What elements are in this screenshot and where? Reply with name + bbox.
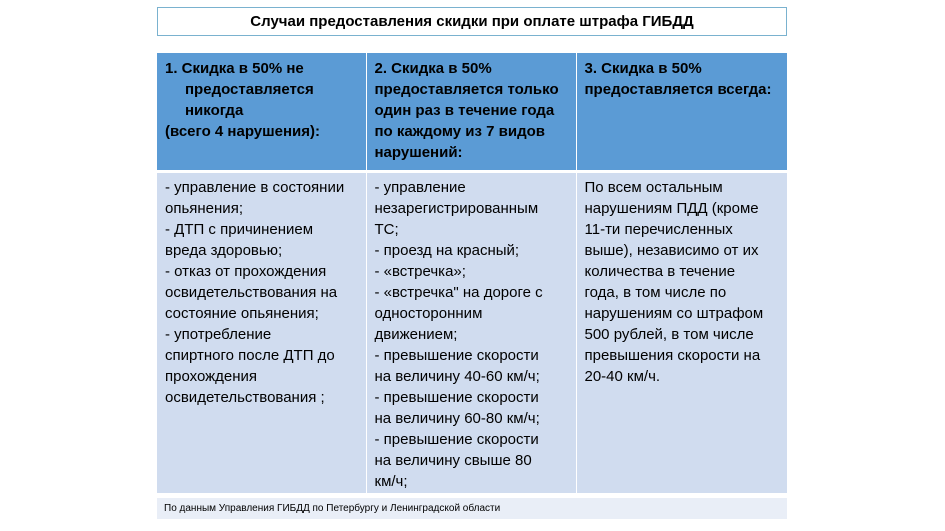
body-line: освидетельствования на [165, 283, 338, 301]
body-line: км/ч; [374, 472, 408, 490]
body-line: 11-ти перечисленных [584, 220, 733, 238]
table-header-row [157, 53, 787, 171]
body-line: опьянения; [165, 199, 243, 217]
header-line: предоставляется только [374, 81, 559, 98]
body-line: года, в том числе по [584, 283, 727, 301]
body-line: - превышение скорости [374, 346, 539, 364]
body-line: - отказ от прохождения [165, 262, 327, 280]
discount-table-container [157, 53, 787, 519]
header-cell-once-a-year [366, 53, 576, 171]
body-line: - «встречка»; [374, 262, 466, 280]
body-line: - «встречка" на дороге с [374, 283, 543, 301]
table-body-row [157, 171, 787, 493]
header-cell-always [576, 53, 787, 171]
body-line: - управление в состоянии [165, 178, 345, 196]
body-line: выше), независимо от их [584, 241, 759, 259]
body-line: - превышение скорости [374, 388, 539, 406]
source-note [157, 498, 787, 519]
body-line: - превышение скорости [374, 430, 539, 448]
body-line: - проезд на красный; [374, 241, 520, 259]
body-line: нарушениям со штрафом [584, 304, 764, 322]
body-line: нарушениям ПДД (кроме [584, 199, 759, 217]
body-line: количества в течение [584, 262, 736, 280]
body-line: 20-40 км/ч. [584, 367, 661, 385]
body-line: - управление [374, 178, 466, 196]
body-line: на величину 60-80 км/ч; [374, 409, 540, 427]
body-line: 500 рублей, в том числе [584, 325, 754, 343]
header-line: предоставляется [185, 81, 314, 98]
body-line: - ДТП с причинением [165, 220, 314, 238]
body-line: спиртного после ДТП до [165, 346, 335, 364]
body-line: на величину свыше 80 [374, 451, 532, 469]
body-line: ТС; [374, 220, 399, 238]
body-line: вреда здоровью; [165, 241, 283, 259]
body-cell-never [157, 171, 366, 493]
slide-title-text: Случаи предоставления скидки при оплате штрафа ГИБДД [250, 13, 694, 30]
body-line: превышения скорости на [584, 346, 761, 364]
header-cell-never [157, 53, 366, 171]
body-line: незарегистрированным [374, 199, 539, 217]
header-line: предоставляется всегда: [584, 81, 772, 98]
header-line: 1. Скидка в 50% не [165, 60, 304, 77]
header-line: нарушений: [374, 144, 463, 161]
body-line: состояние опьянения; [165, 304, 319, 322]
body-cell-always [576, 171, 787, 493]
header-line: по каждому из 7 видов [374, 123, 545, 140]
body-line: односторонним [374, 304, 483, 322]
body-line: движением; [374, 325, 458, 343]
body-line: - употребление [165, 325, 272, 343]
body-line: на величину 40-60 км/ч; [374, 367, 540, 385]
header-line: 3. Скидка в 50% [584, 60, 702, 77]
body-line: прохождения [165, 367, 258, 385]
discount-table [157, 53, 787, 493]
slide-title [157, 7, 787, 36]
body-line: освидетельствования ; [165, 388, 325, 406]
header-line: (всего 4 нарушения): [165, 123, 320, 140]
source-note-text: По данным Управления ГИБДД по Петербургу и Ленинградской области [164, 503, 501, 514]
body-line: По всем остальным [584, 178, 723, 196]
header-line: никогда [185, 102, 244, 119]
body-cell-once-a-year [366, 171, 576, 493]
header-line: 2. Скидка в 50% [374, 60, 492, 77]
header-line: один раз в течение года [374, 102, 555, 119]
